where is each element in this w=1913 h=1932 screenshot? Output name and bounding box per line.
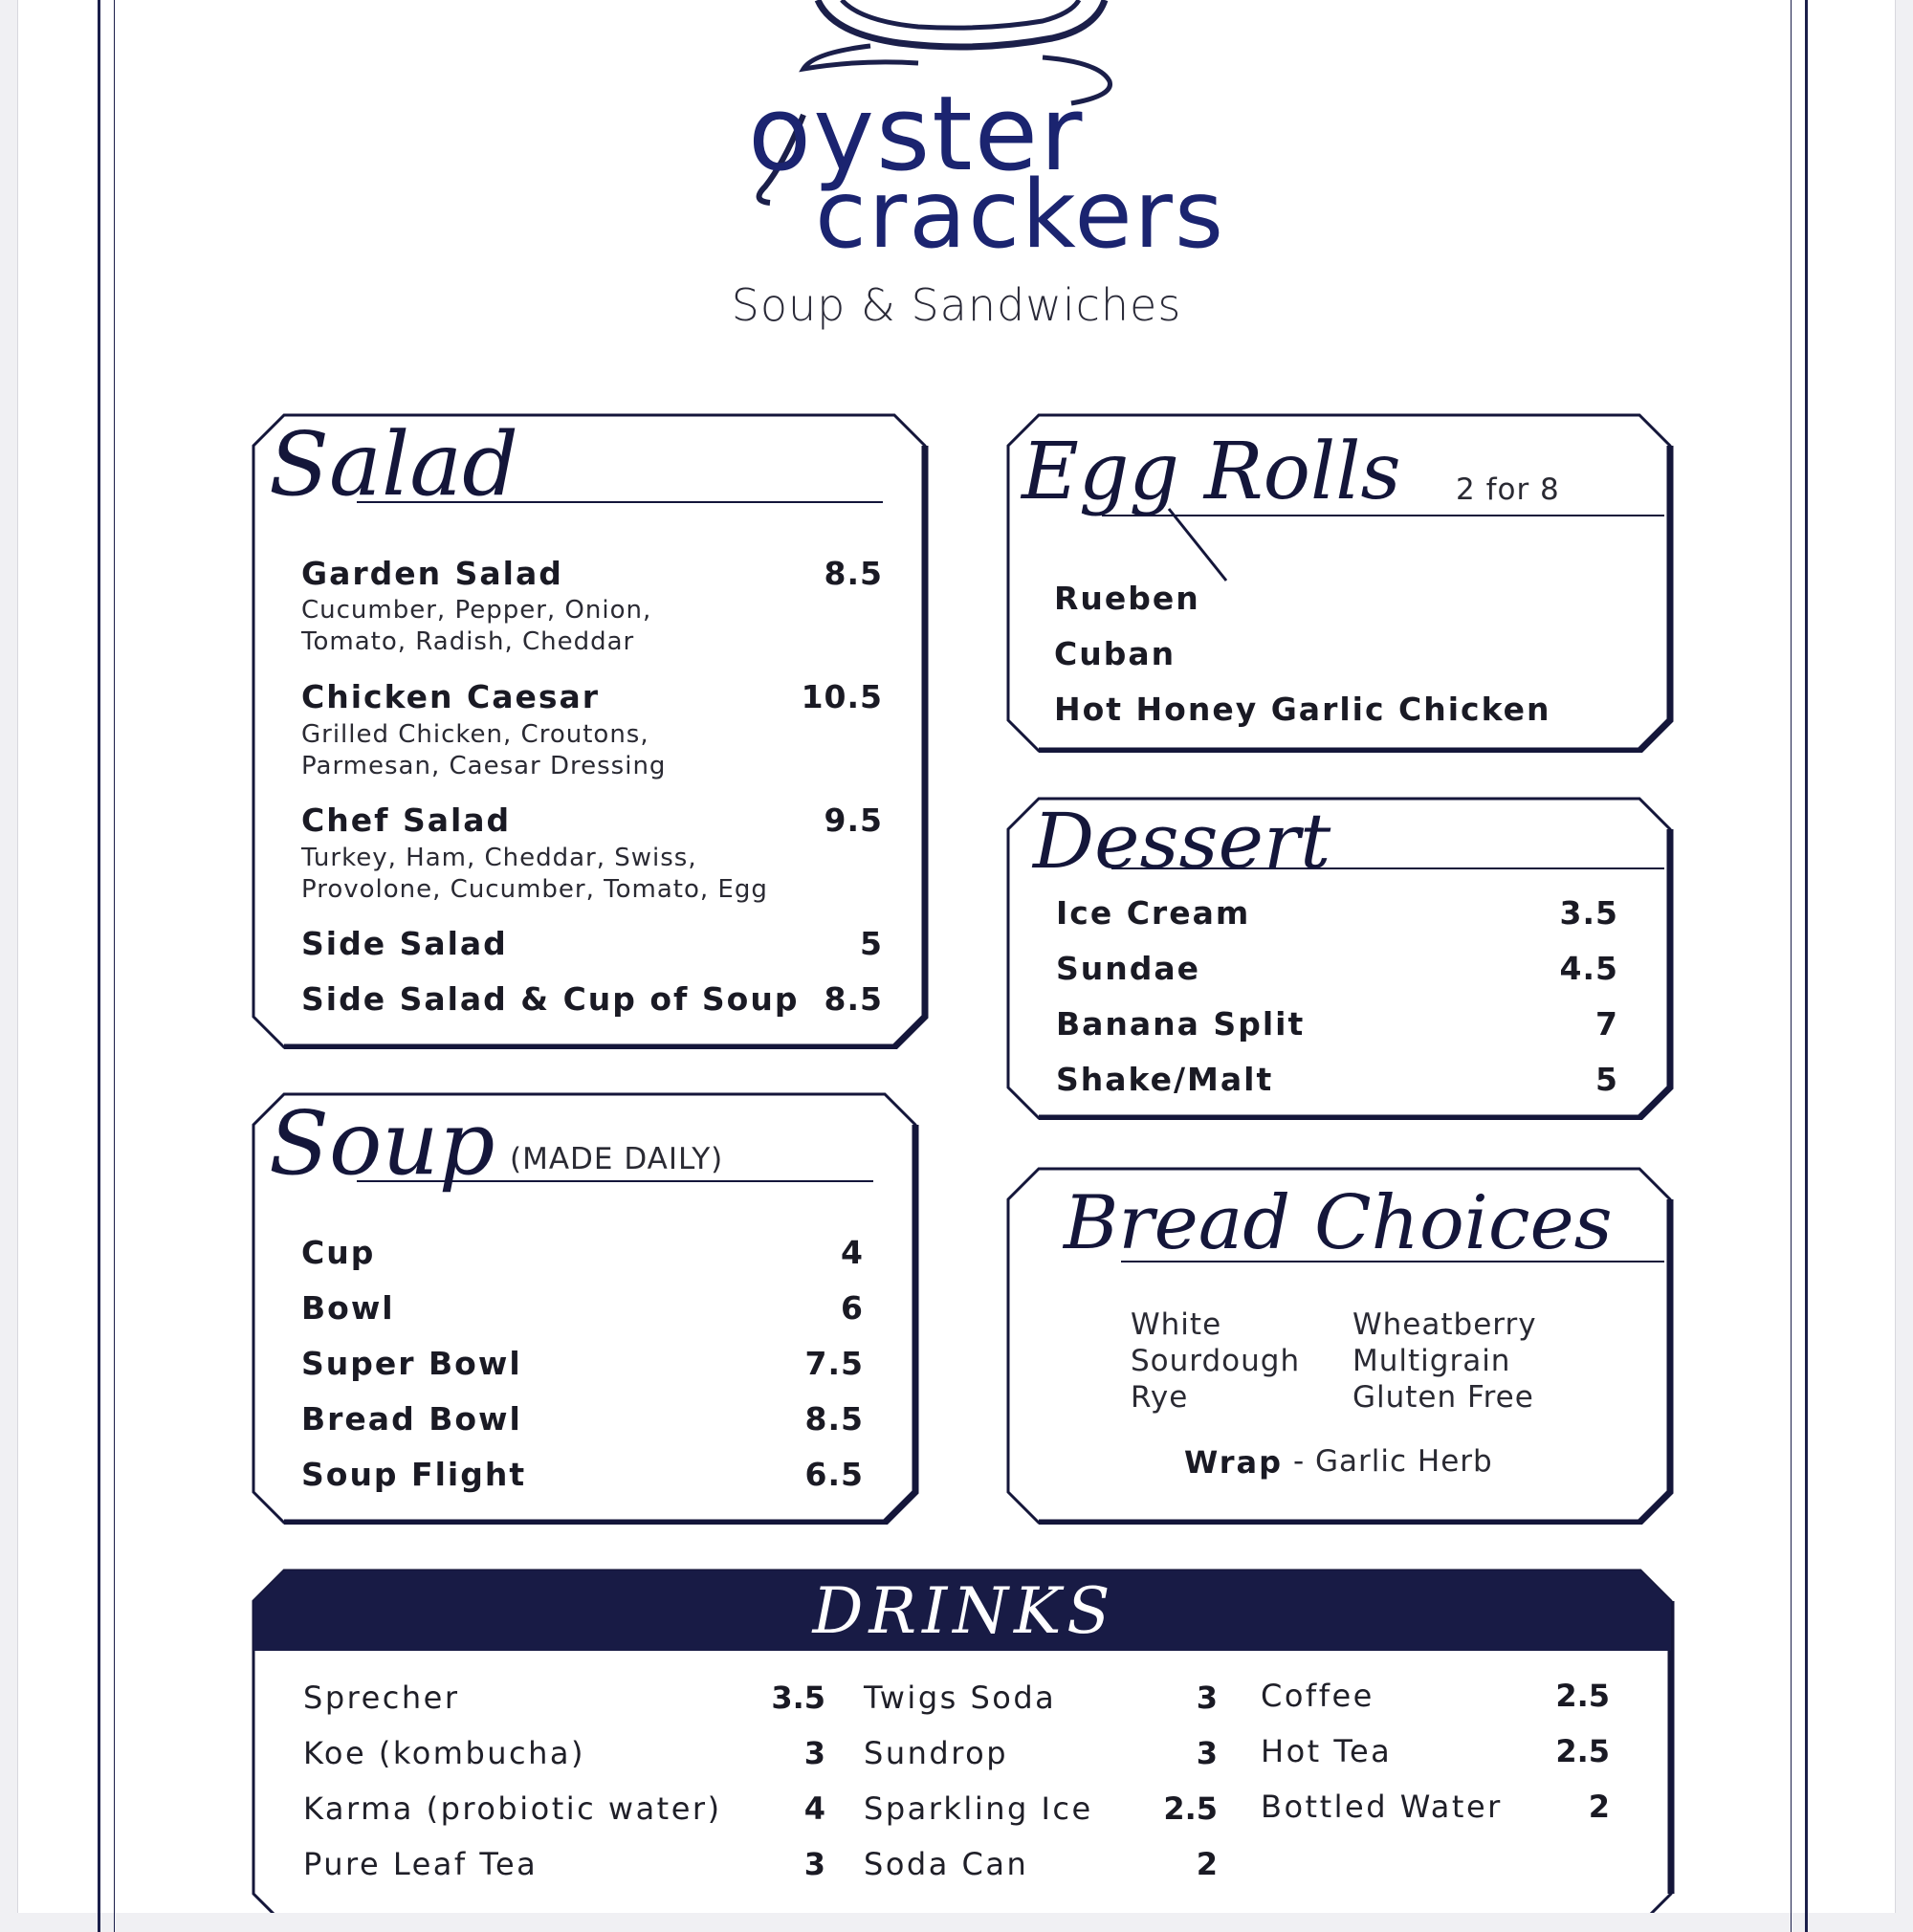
menu-item-price: 6 bbox=[841, 1289, 864, 1327]
menu-item-name: Side Salad & Cup of Soup bbox=[301, 980, 800, 1018]
menu-item-desc: Cucumber, Pepper, Onion, bbox=[301, 596, 652, 625]
drink-name: Hot Tea bbox=[1261, 1733, 1393, 1769]
menu-item-price: 7 bbox=[1595, 1005, 1618, 1043]
menu-item-price: 5 bbox=[1595, 1061, 1618, 1098]
bread-option: Multigrain bbox=[1352, 1344, 1511, 1378]
menu-item-price: 9.5 bbox=[824, 801, 883, 839]
menu-item-name: Bowl bbox=[301, 1289, 395, 1327]
drink-name: Soda Can bbox=[864, 1846, 1029, 1882]
menu-item-desc: Grilled Chicken, Croutons, bbox=[301, 720, 649, 749]
brand-logo bbox=[727, 0, 1226, 277]
drink-name: Coffee bbox=[1261, 1678, 1374, 1714]
drink-price: 2.5 bbox=[1555, 1733, 1610, 1769]
drink-price: 3 bbox=[1196, 1735, 1218, 1771]
menu-item-price: 4 bbox=[841, 1234, 864, 1271]
menu-item-price: 7.5 bbox=[804, 1345, 864, 1382]
bread-option: Gluten Free bbox=[1352, 1380, 1534, 1415]
drink-price: 3 bbox=[803, 1735, 825, 1771]
menu-item-price: 3.5 bbox=[1559, 894, 1618, 932]
drink-price: 2.5 bbox=[1163, 1790, 1218, 1827]
drink-price: 3.5 bbox=[771, 1680, 825, 1716]
egg-rolls-section bbox=[1006, 413, 1676, 753]
egg-rolls-note: 2 for 8 bbox=[1456, 472, 1560, 507]
bread-title: Bread Choices bbox=[1064, 1180, 1613, 1266]
soup-note: (MADE DAILY) bbox=[510, 1142, 724, 1176]
brand-name-line1: oyster bbox=[748, 75, 1085, 194]
drinks-title: DRINKS bbox=[812, 1574, 1116, 1648]
egg-rolls-title: Egg Rolls bbox=[1022, 427, 1401, 517]
menu-item-name: Rueben bbox=[1054, 580, 1200, 617]
menu-item-name: Super Bowl bbox=[301, 1345, 522, 1382]
menu-item-price: 6.5 bbox=[804, 1456, 864, 1493]
menu-item-name: Cuban bbox=[1054, 635, 1176, 672]
menu-item-desc: Tomato, Radish, Cheddar bbox=[301, 627, 635, 656]
drink-name: Pure Leaf Tea bbox=[303, 1846, 539, 1882]
soup-title-rule bbox=[357, 1180, 873, 1182]
menu-item-name: Garden Salad bbox=[301, 555, 563, 592]
salad-title: Salad bbox=[269, 413, 519, 516]
menu-item-name: Sundae bbox=[1056, 950, 1201, 987]
menu-item-name: Soup Flight bbox=[301, 1456, 527, 1493]
bread-option: Rye bbox=[1131, 1380, 1189, 1415]
wrap-label: Wrap bbox=[1184, 1444, 1284, 1481]
soup-title: Soup bbox=[269, 1092, 495, 1195]
drink-name: Sparkling Ice bbox=[864, 1790, 1093, 1827]
bread-option: Wheatberry bbox=[1352, 1307, 1537, 1342]
menu-item-name: Banana Split bbox=[1056, 1005, 1306, 1043]
drink-price: 4 bbox=[803, 1790, 825, 1827]
menu-item-name: Shake/Malt bbox=[1056, 1061, 1274, 1098]
menu-item-price: 8.5 bbox=[824, 980, 883, 1018]
menu-item-price: 5 bbox=[860, 925, 883, 962]
brand-tagline: Soup & Sandwiches bbox=[731, 279, 1182, 331]
menu-item-desc: Turkey, Ham, Cheddar, Swiss, bbox=[301, 844, 697, 872]
menu-item-name: Bread Bowl bbox=[301, 1400, 522, 1438]
drink-price: 3 bbox=[803, 1846, 825, 1882]
menu-item-price: 10.5 bbox=[801, 678, 883, 715]
wrap-value: - Garlic Herb bbox=[1293, 1444, 1493, 1479]
salad-title-rule bbox=[357, 501, 883, 503]
bread-option: Sourdough bbox=[1131, 1344, 1301, 1378]
menu-item-name: Chef Salad bbox=[301, 801, 512, 839]
menu-item-price: 8.5 bbox=[804, 1400, 864, 1438]
brand-name-line2: crackers bbox=[815, 161, 1226, 270]
bread-choices-section bbox=[1006, 1167, 1676, 1525]
dessert-section bbox=[1006, 797, 1676, 1120]
menu-item-price: 4.5 bbox=[1559, 950, 1618, 987]
drink-name: Sundrop bbox=[864, 1735, 1009, 1771]
menu-item-desc: Parmesan, Caesar Dressing bbox=[301, 752, 667, 780]
bread-option: White bbox=[1131, 1307, 1222, 1342]
menu-item-price: 8.5 bbox=[824, 555, 883, 592]
drink-name: Koe (kombucha) bbox=[303, 1735, 586, 1771]
drink-name: Bottled Water bbox=[1261, 1789, 1503, 1825]
menu-item-desc: Provolone, Cucumber, Tomato, Egg bbox=[301, 875, 768, 904]
drink-name: Karma (probiotic water) bbox=[303, 1790, 722, 1827]
salad-section bbox=[252, 413, 931, 1049]
dessert-title-rule bbox=[1111, 867, 1664, 869]
bread-title-rule bbox=[1121, 1261, 1664, 1262]
drink-price: 2 bbox=[1588, 1789, 1610, 1825]
menu-item-name: Cup bbox=[301, 1234, 376, 1271]
soup-section bbox=[252, 1092, 921, 1525]
drink-name: Sprecher bbox=[303, 1680, 460, 1716]
drinks-section bbox=[252, 1569, 1677, 1913]
menu-item-name: Ice Cream bbox=[1056, 894, 1251, 932]
menu-item-name: Hot Honey Garlic Chicken bbox=[1054, 691, 1551, 728]
menu-item-name: Chicken Caesar bbox=[301, 678, 601, 715]
egg-rolls-title-rule bbox=[1102, 515, 1664, 516]
dessert-title: Dessert bbox=[1033, 797, 1331, 886]
drink-price: 2.5 bbox=[1555, 1678, 1610, 1714]
drink-price: 3 bbox=[1196, 1680, 1218, 1716]
menu-item-name: Side Salad bbox=[301, 925, 508, 962]
drink-name: Twigs Soda bbox=[864, 1680, 1057, 1716]
drink-price: 2 bbox=[1196, 1846, 1218, 1882]
